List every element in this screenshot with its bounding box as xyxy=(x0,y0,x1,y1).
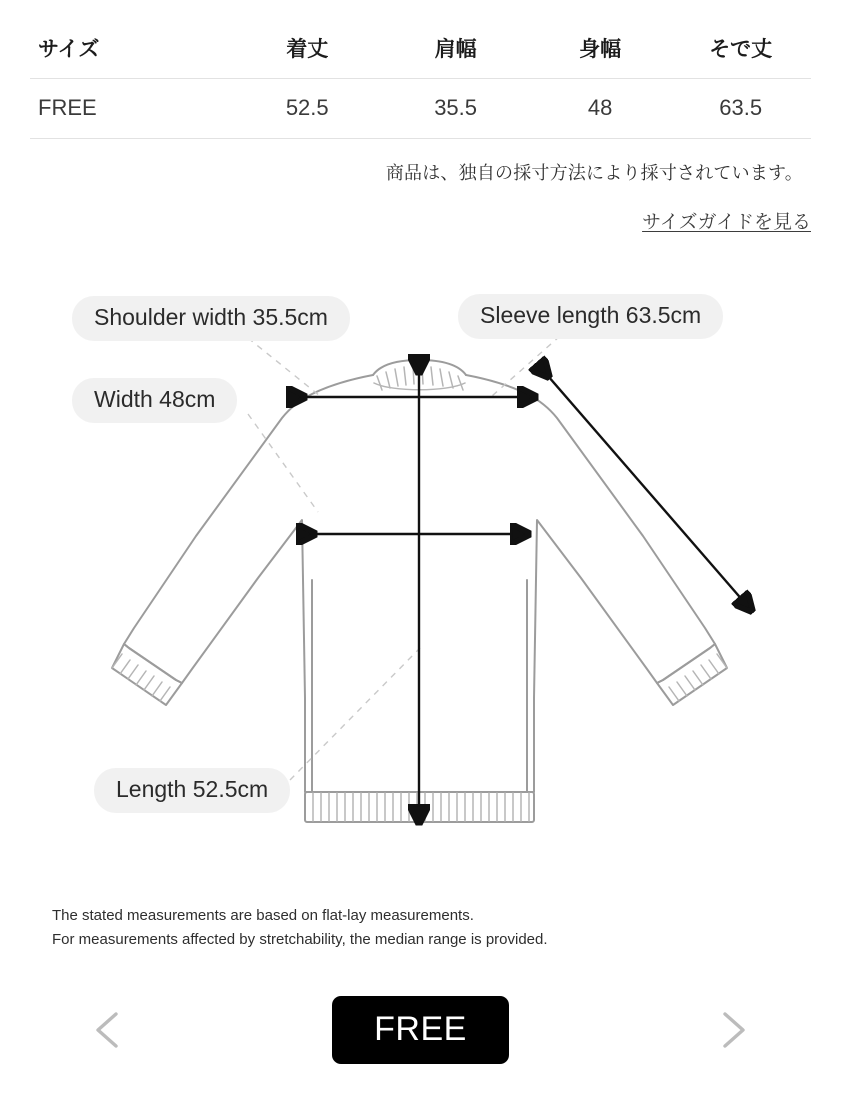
cell-shoulder: 35.5 xyxy=(381,78,529,138)
right-cuff-ribbing xyxy=(669,654,727,701)
leader-sleeve xyxy=(492,336,560,396)
right-cuff xyxy=(657,644,727,705)
size-table xyxy=(30,18,811,139)
cell-width: 48 xyxy=(530,78,671,138)
footnote-2: For measurements affected by stretchability, the median range is provided. xyxy=(52,931,548,949)
cell-size-label: FREE xyxy=(30,78,233,138)
prev-size-button[interactable] xyxy=(88,1008,132,1052)
hem-ribbing xyxy=(313,793,529,821)
leader-length xyxy=(290,648,420,780)
left-cuff xyxy=(112,644,182,705)
label-length: Length 52.5cm xyxy=(94,768,290,813)
current-size-chip[interactable]: FREE xyxy=(332,996,509,1064)
label-shoulder-width: Shoulder width 35.5cm xyxy=(72,296,350,341)
cell-sleeve: 63.5 xyxy=(670,78,811,138)
cell-length: 52.5 xyxy=(233,78,381,138)
label-width: Width 48cm xyxy=(72,378,237,423)
table-header-row xyxy=(30,18,811,78)
left-cuff-ribbing xyxy=(112,654,170,701)
column-header-width: 身幅 xyxy=(530,18,671,78)
measurement-diagram xyxy=(0,280,841,900)
chevron-left-icon xyxy=(88,1008,132,1052)
size-table-head xyxy=(30,18,811,78)
column-header-size: サイズ xyxy=(30,18,233,78)
footnote-1: The stated measurements are based on flat-lay measurements. xyxy=(52,906,474,924)
next-size-button[interactable] xyxy=(709,1008,753,1052)
measurement-note: 商品は、独自の採寸方法により採寸されています。 xyxy=(385,162,803,183)
size-guide-row xyxy=(0,207,841,234)
chevron-right-icon xyxy=(709,1008,753,1052)
leader-width xyxy=(248,414,318,512)
column-header-shoulder: 肩幅 xyxy=(381,18,529,78)
size-table-section xyxy=(0,18,841,139)
left-side-outline xyxy=(124,375,373,792)
right-side-outline xyxy=(466,375,715,792)
size-table-body xyxy=(30,78,811,138)
footnotes xyxy=(0,904,841,954)
leader-lines xyxy=(248,336,560,780)
column-header-sleeve: そで丈 xyxy=(670,18,811,78)
size-guide-link[interactable]: サイズガイドを見る xyxy=(642,211,811,233)
column-header-length: 着丈 xyxy=(233,18,381,78)
size-pager xyxy=(0,984,841,1076)
label-sleeve-length: Sleeve length 63.5cm xyxy=(458,294,723,339)
leader-shoulder xyxy=(248,338,320,396)
table-row xyxy=(30,78,811,138)
